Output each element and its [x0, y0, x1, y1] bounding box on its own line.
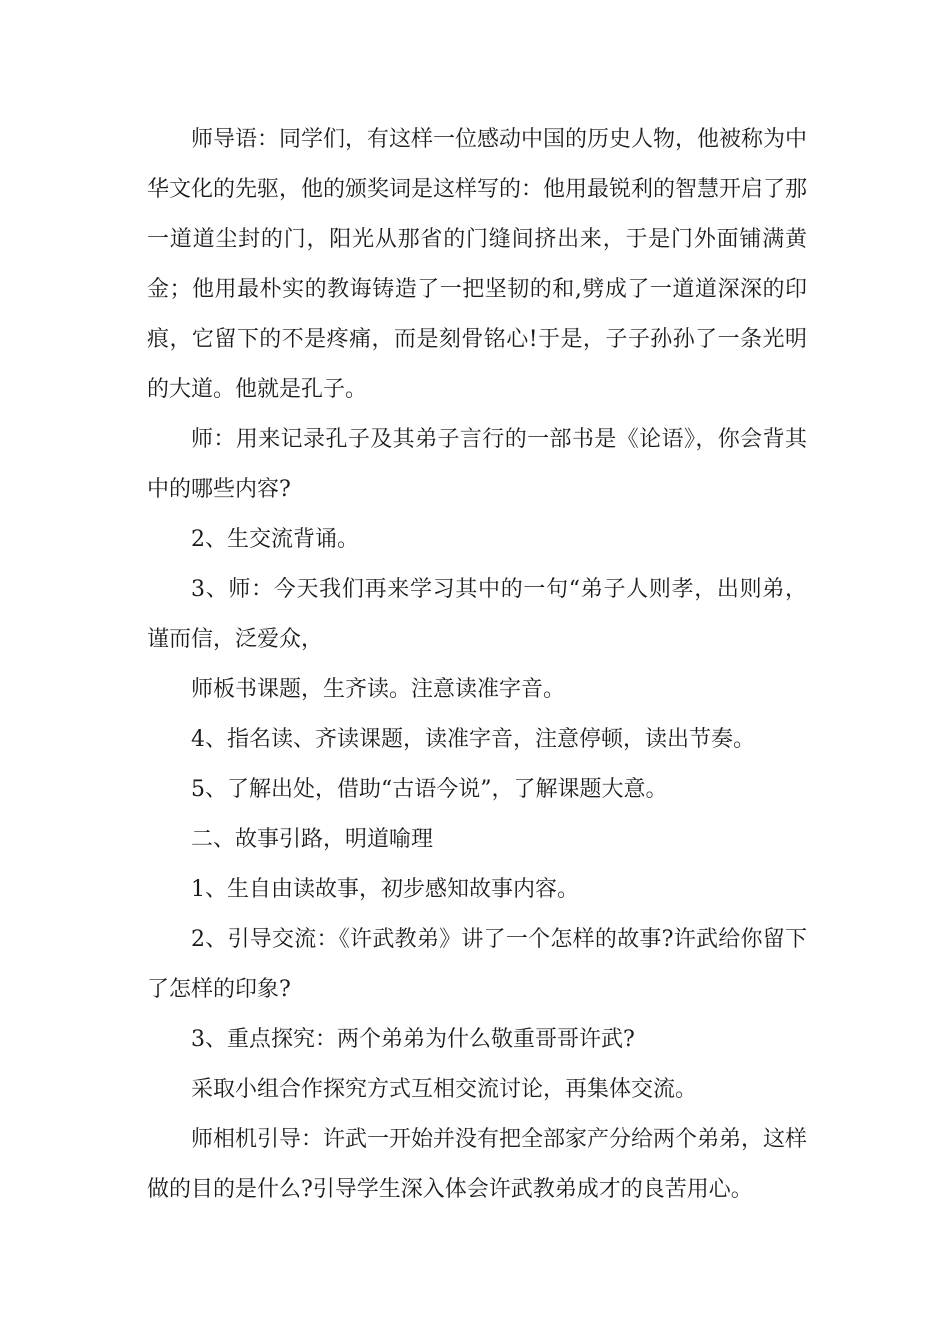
paragraph-intro: 师导语：同学们，有这样一位感动中国的历史人物，他被称为中华文化的先驱，他的颁奖词是这样写的：他用最锐利的智慧开启了那一道道尘封的门，阳光从那省的门缝间挤出来，于是门外面铺满黄金；他用最朴实的教诲铸造了一把坚韧的和,劈成了一道道深深的印痕，它留下的不是疼痛，而是刻骨铭心!于是，子子孙孙了一条光明的大道。他就是孔子。 — [147, 127, 808, 402]
paragraph-teacher-guide: 师相机引导：许武一开始并没有把全部家产分给两个弟弟，这样做的目的是什么?引导学生深入体会许武教弟成才的良苦用心。 — [147, 1127, 808, 1202]
paragraph-story-step-2: 2、引导交流：《许武教弟》讲了一个怎样的故事?许武给你留下了怎样的印象? — [147, 927, 807, 1002]
paragraph-story-step-1: 1、生自由读故事，初步感知故事内容。 — [191, 877, 579, 902]
paragraph-group-discussion: 采取小组合作探究方式互相交流讨论，再集体交流。 — [191, 1077, 698, 1102]
paragraph-step-2-recite: 2、生交流背诵。 — [191, 527, 359, 552]
paragraph-story-step-3: 3、重点探究：两个弟弟为什么敬重哥哥许武? — [191, 1027, 635, 1052]
section-heading-story: 二、故事引路，明道喻理 — [191, 827, 434, 852]
paragraph-board-title: 师板书课题，生齐读。注意读准字音。 — [191, 677, 566, 702]
paragraph-step-3-teacher: 3、师：今天我们再来学习其中的一句“弟子人则孝，出则弟，谨而信，泛爱众， — [147, 577, 807, 652]
paragraph-lunyu-question: 师：用来记录孔子及其弟子言行的一部书是《论语》，你会背其中的哪些内容? — [147, 427, 807, 502]
document-body — [147, 115, 807, 1215]
paragraph-step-5-source: 5、了解出处，借助“古语今说”，了解课题大意。 — [191, 777, 668, 802]
paragraph-step-4-read: 4、指名读、齐读课题，读准字音，注意停顿，读出节奏。 — [191, 727, 755, 752]
